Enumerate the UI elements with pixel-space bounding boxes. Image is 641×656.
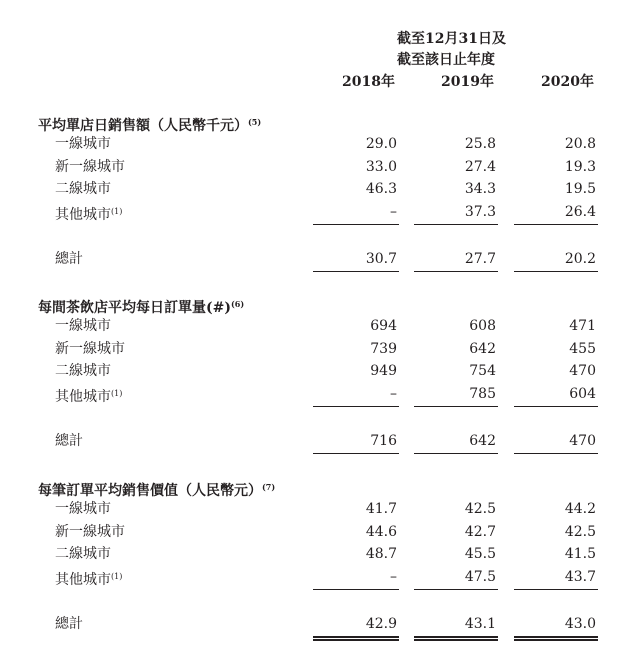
table-row <box>0 338 641 360</box>
row-label <box>55 383 122 408</box>
row-label-text: 其他城市 <box>55 206 111 223</box>
total-rule <box>414 453 498 454</box>
cell-value: 739 <box>370 340 397 357</box>
cell-value: 27.4 <box>464 158 496 175</box>
row-label <box>55 521 125 543</box>
table-row <box>0 156 641 178</box>
row-label <box>55 498 111 520</box>
row-label-text: 一線城市 <box>55 318 111 334</box>
row-label <box>55 360 111 382</box>
cell-value: 29.0 <box>365 136 397 152</box>
section-footnote-ref: (6) <box>230 299 245 309</box>
grand-total-double-rule <box>414 636 498 641</box>
subtotal-rule <box>313 406 399 407</box>
cell-value: 33.0 <box>365 158 397 175</box>
row-label <box>55 338 125 360</box>
row-label <box>55 178 111 200</box>
cell-value: 604 <box>569 385 596 402</box>
total-value: 470 <box>569 433 596 449</box>
total-label: 總計 <box>55 251 83 267</box>
total-rule <box>414 271 498 272</box>
row-label-text: 新一線城市 <box>55 523 125 540</box>
header-year-2018: 2018年 <box>342 74 395 90</box>
total-rule <box>313 453 399 454</box>
cell-value: 785 <box>469 385 496 402</box>
cell-value: 471 <box>569 318 596 334</box>
cell-value: 608 <box>469 318 496 334</box>
cell-value: 19.5 <box>564 181 596 197</box>
grand-total-double-rule <box>313 636 399 641</box>
section-title-text: 平均單店日銷售額（人民幣千元） <box>38 118 248 134</box>
cell-value: 41.5 <box>564 546 596 562</box>
row-label <box>55 543 111 565</box>
section-title-text: 每間茶飲店平均每日訂單量(#) <box>38 300 231 316</box>
subtotal-rule <box>313 224 399 225</box>
row-label-text: 一線城市 <box>55 136 111 152</box>
row-label-text: 二線城市 <box>55 363 111 379</box>
section-title-text: 每筆訂單平均銷售價值（人民幣元） <box>38 483 262 499</box>
table-row <box>0 178 641 200</box>
cell-value: 42.5 <box>564 523 596 540</box>
table-row <box>0 521 641 543</box>
row-label <box>55 156 125 178</box>
total-value: 43.1 <box>464 616 496 632</box>
header-year-2019: 2019年 <box>441 74 494 90</box>
row-label-text: 新一線城市 <box>55 158 125 175</box>
section-title <box>38 478 275 500</box>
row-footnote-ref: (1) <box>111 206 123 216</box>
subtotal-rule <box>414 589 498 590</box>
cell-value: – <box>390 568 397 585</box>
table-row <box>0 543 641 565</box>
section-footnote-ref: (7) <box>262 482 276 492</box>
total-row <box>0 613 641 635</box>
cell-value: 41.7 <box>365 501 397 517</box>
total-value: 20.2 <box>564 251 596 267</box>
row-label <box>55 566 122 591</box>
cell-value: 47.5 <box>464 568 496 585</box>
table-row <box>0 315 641 337</box>
row-footnote-ref: (1) <box>111 571 123 581</box>
table-row <box>0 566 641 588</box>
cell-value: 43.7 <box>564 568 596 585</box>
cell-value: 455 <box>569 340 596 357</box>
header-period-line1: 截至12月31日及 <box>397 31 506 47</box>
total-row <box>0 430 641 452</box>
subtotal-rule <box>514 224 598 225</box>
subtotal-rule <box>414 224 498 225</box>
row-label <box>55 201 122 226</box>
table-row <box>0 201 641 223</box>
total-rule <box>313 271 399 272</box>
section-footnote-ref: (5) <box>248 117 262 127</box>
cell-value: 26.4 <box>564 203 596 220</box>
row-label-text: 二線城市 <box>55 546 111 562</box>
total-value: 27.7 <box>464 251 496 267</box>
total-rule <box>514 271 598 272</box>
cell-value: 46.3 <box>365 181 397 197</box>
row-label-text: 其他城市 <box>55 388 111 405</box>
total-value: 642 <box>469 433 496 449</box>
section-title <box>38 295 244 317</box>
row-label-text: 二線城市 <box>55 181 111 197</box>
subtotal-rule <box>414 406 498 407</box>
total-value: 42.9 <box>365 616 397 632</box>
row-footnote-ref: (1) <box>111 388 123 398</box>
row-label-text: 新一線城市 <box>55 340 125 357</box>
cell-value: 19.3 <box>564 158 596 175</box>
cell-value: 45.5 <box>464 546 496 562</box>
total-rule <box>514 453 598 454</box>
row-label-text: 一線城市 <box>55 501 111 517</box>
table-row <box>0 133 641 155</box>
total-value: 30.7 <box>365 251 397 267</box>
total-row <box>0 248 641 270</box>
cell-value: 20.8 <box>564 136 596 152</box>
cell-value: 42.7 <box>464 523 496 540</box>
total-label: 總計 <box>55 616 83 632</box>
cell-value: 642 <box>469 340 496 357</box>
header-period-line2: 截至該日止年度 <box>397 52 495 68</box>
cell-value: 25.8 <box>464 136 496 152</box>
row-label-text: 其他城市 <box>55 571 111 588</box>
cell-value: – <box>390 203 397 220</box>
table-row <box>0 383 641 405</box>
table-row <box>0 360 641 382</box>
grand-total-double-rule <box>514 636 598 641</box>
cell-value: 42.5 <box>464 501 496 517</box>
total-label: 總計 <box>55 433 83 449</box>
row-label <box>55 315 111 337</box>
cell-value: 949 <box>370 363 397 379</box>
cell-value: 470 <box>569 363 596 379</box>
header-year-2020: 2020年 <box>541 74 594 90</box>
subtotal-rule <box>514 406 598 407</box>
cell-value: – <box>390 385 397 402</box>
cell-value: 48.7 <box>365 546 397 562</box>
cell-value: 34.3 <box>464 181 496 197</box>
cell-value: 694 <box>370 318 397 334</box>
cell-value: 44.6 <box>365 523 397 540</box>
cell-value: 754 <box>469 363 496 379</box>
cell-value: 37.3 <box>464 203 496 220</box>
total-value: 43.0 <box>564 616 596 632</box>
subtotal-rule <box>514 589 598 590</box>
total-value: 716 <box>370 433 397 449</box>
table-row <box>0 498 641 520</box>
section-title <box>38 113 261 135</box>
subtotal-rule <box>313 589 399 590</box>
row-label <box>55 133 111 155</box>
cell-value: 44.2 <box>564 501 596 517</box>
